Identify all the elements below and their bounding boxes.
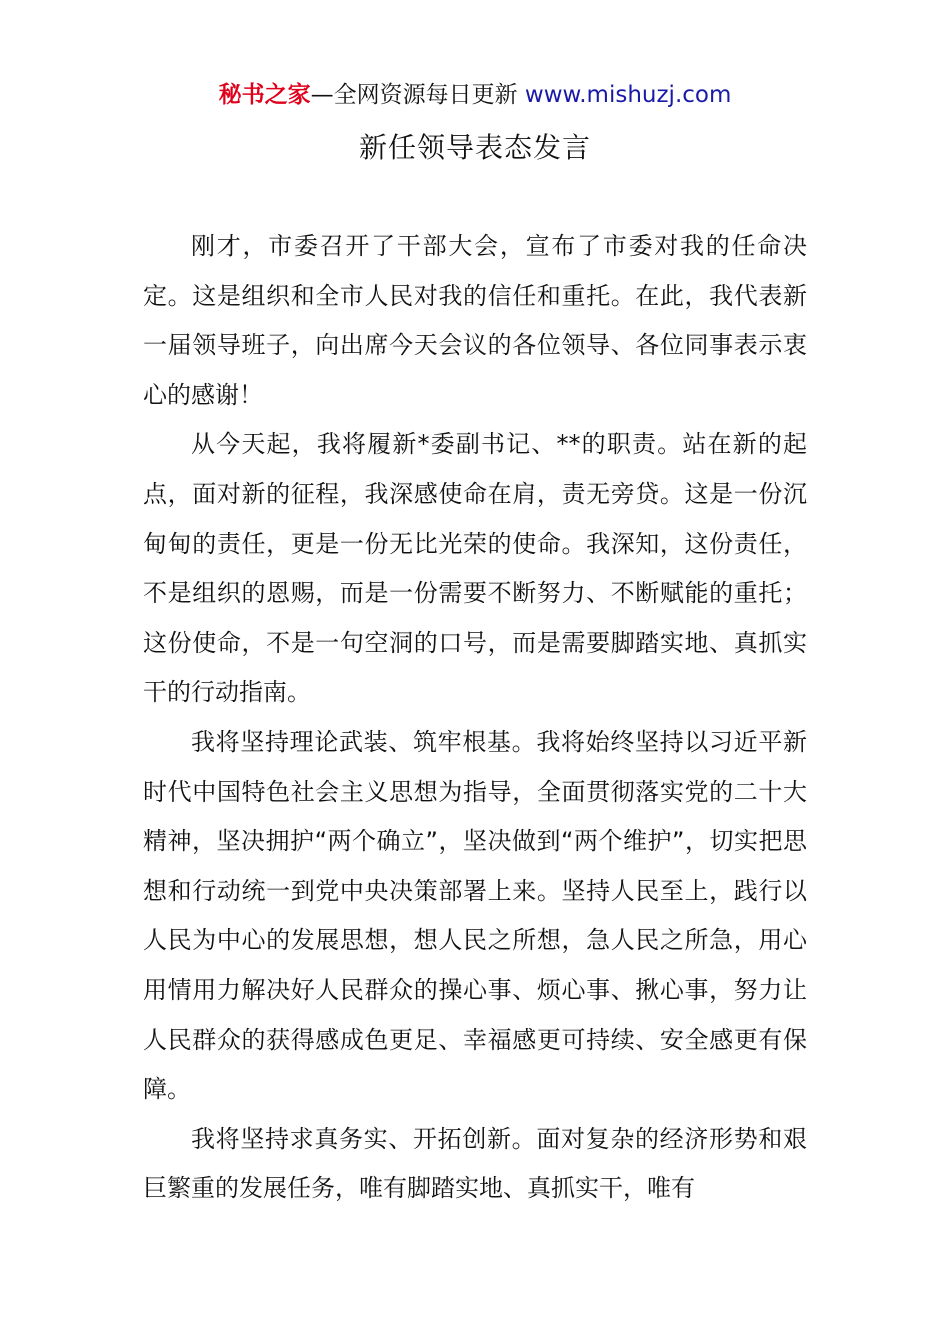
- site-header: [0, 78, 950, 112]
- paragraph: 我将坚持理论武装、筑牢根基。我将始终坚持以习近平新时代中国特色社会主义思想为指导，全面贯彻落实党的二十大精神，坚决拥护“两个确立”，坚决做到“两个维护”，切实把思想和行动统一到党中央决策部署上来。坚持人民至上，践行以人民为中心的发展思想，想人民之所想，急人民之所急，用心用情用力解决好人民群众的操心事、烦心事、揪心事，努力让人民群众的获得感成色更足、幸福感更可持续、安全感更有保障。: [143, 727, 807, 1104]
- paragraph: 我将坚持求真务实、开拓创新。面对复杂的经济形势和艰巨繁重的发展任务，唯有脚踏实地、真抓实干，唯有: [143, 1124, 807, 1203]
- document-title: 新任领导表态发言: [358, 131, 591, 164]
- site-brand: 秘书之家: [218, 82, 311, 108]
- paragraph: 刚才，市委召开了干部大会，宣布了市委对我的任命决定。这是组织和全市人民对我的信任和重托。在此，我代表新一届领导班子，向出席今天会议的各位领导、各位同事表示衷心的感谢！: [143, 232, 807, 409]
- paragraph: 从今天起，我将履新*委副书记、**的职责。站在新的起点，面对新的征程，我深感使命在肩，责无旁贷。这是一份沉甸甸的责任，更是一份无比光荣的使命。我深知，这份责任，不是组织的恩赐，而是一份需要不断努力、不断赋能的重托；这份使命，不是一句空洞的口号，而是需要脚踏实地、真抓实干的行动指南。: [143, 430, 807, 707]
- document-body: [143, 222, 807, 1214]
- site-tagline: —全网资源每日更新: [310, 82, 525, 108]
- site-url-link[interactable]: www.mishuzj.com: [524, 82, 732, 108]
